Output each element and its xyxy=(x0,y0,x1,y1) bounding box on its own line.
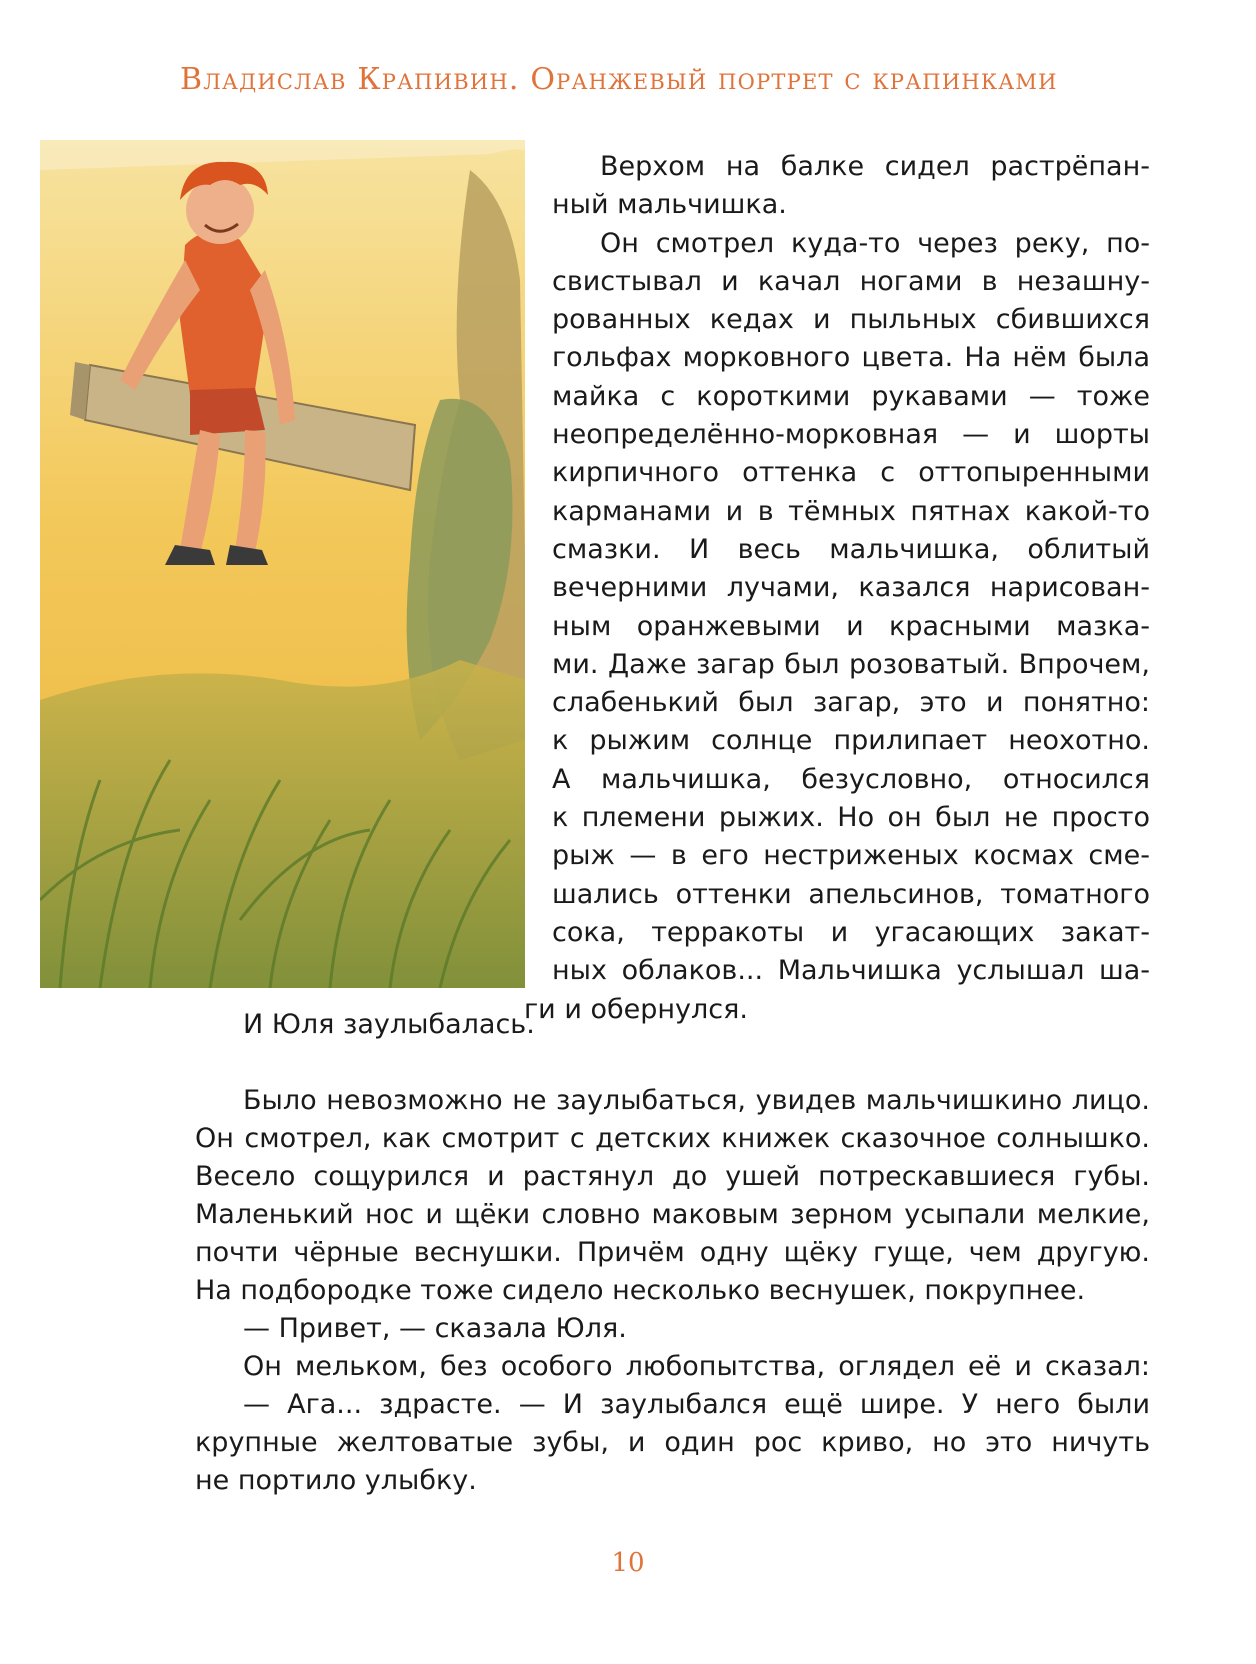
boy-sitting-on-beam-illustration xyxy=(40,140,525,988)
text-line: гольфах морковного цвета. На нём была xyxy=(552,342,1150,374)
text-line: неопределённо-морковная — и шорты xyxy=(552,419,1150,451)
text-line: почти чёрные веснушки. Причём одну щёку гуще, чем другую. xyxy=(195,1237,1150,1268)
text-line: кирпичного оттенка с оттопыренными xyxy=(552,457,1150,489)
text-line: — Ага... здрасте. — И заулыбался ещё шире. У него были xyxy=(243,1389,1150,1420)
text-line: ных облаков... Мальчишка услышал ша- xyxy=(552,955,1150,987)
text-line: не портило улыбку. xyxy=(195,1465,477,1496)
body-text xyxy=(195,1082,1150,1500)
text-line: майка с короткими рукавами — тоже xyxy=(552,380,1150,412)
text-line: А мальчишка, безусловно, относился xyxy=(552,763,1150,795)
text-line: Верхом на балке сидел растрёпан- xyxy=(600,151,1150,182)
text-line: Было невозможно не заулыбаться, увидев мальчишкино лицо. xyxy=(243,1085,1150,1116)
side-text-column xyxy=(524,148,1150,1029)
text-line: смазки. И весь мальчишка, облитый xyxy=(552,533,1150,565)
text-line: И Юля заулыбалась. xyxy=(243,1009,535,1040)
text-line: Весело сощурился и растянул до ушей потрескавшиеся губы. xyxy=(195,1161,1150,1192)
after-image-paragraph xyxy=(195,1006,1150,1044)
text-line: слабенький был загар, это и понятно: xyxy=(552,687,1150,719)
text-line: шались оттенки апельсинов, томатного xyxy=(552,878,1150,910)
text-line: Он мельком, без особого любопытства, оглядел её и сказал: xyxy=(243,1351,1150,1382)
text-line: Он смотрел куда-то через реку, по- xyxy=(600,227,1150,259)
text-line: ми. Даже загар был розоватый. Впрочем, xyxy=(552,648,1150,680)
text-line: крупные желтоватые зубы, и один рос криво, но это ничуть xyxy=(195,1427,1150,1458)
text-line: Маленький нос и щёки словно маковым зерном усыпали мелкие, xyxy=(195,1199,1150,1230)
text-line: — Привет, — сказала Юля. xyxy=(243,1313,627,1344)
text-line: свистывал и качал ногами в незашну- xyxy=(552,265,1150,297)
text-line: ный мальчишка. xyxy=(552,189,787,221)
text-line: вечерними лучами, казался нарисован- xyxy=(552,572,1150,604)
page-number: 10 xyxy=(611,1548,645,1578)
running-title: Владислав Крапивин. Оранжевый портрет с крапинками xyxy=(180,62,1058,97)
text-line: На подбородке тоже сидело несколько веснушек, покрупнее. xyxy=(195,1275,1086,1306)
text-line: ным оранжевыми и красными мазка- xyxy=(552,610,1150,642)
text-line: ги и обернулся. xyxy=(524,993,748,1025)
text-line: сока, терракоты и угасающих закат- xyxy=(552,916,1150,948)
text-line: карманами и в тёмных пятнах какой-то xyxy=(552,495,1150,527)
text-line: к племени рыжих. Но он был не просто xyxy=(552,802,1150,834)
text-line: рованных кедах и пыльных сбившихся xyxy=(552,304,1150,336)
text-line: рыж — в его нестриженых космах сме- xyxy=(552,840,1150,872)
text-line: Он смотрел, как смотрит с детских книжек сказочное солнышко. xyxy=(195,1123,1150,1154)
text-line: к рыжим солнце прилипает неохотно. xyxy=(552,725,1150,757)
